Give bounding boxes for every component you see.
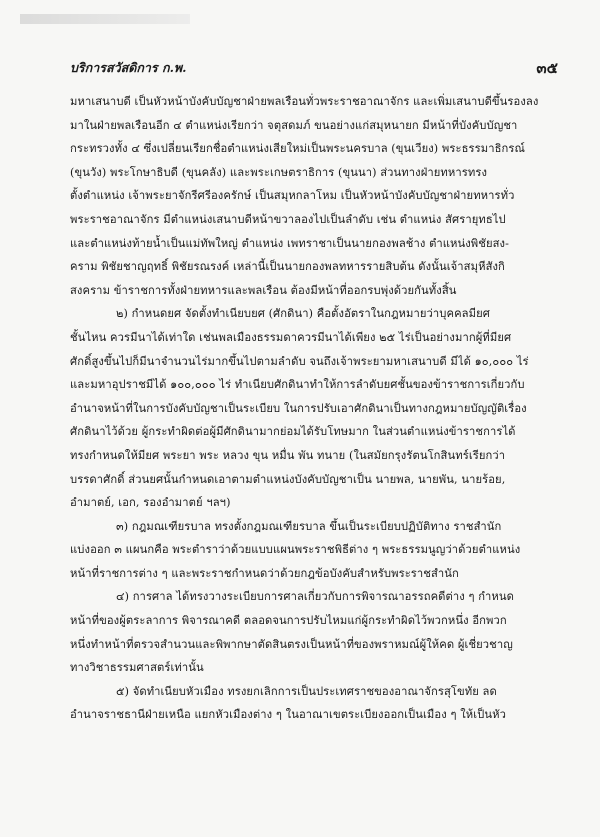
text-line: มาในฝ่ายพลเรือนอีก ๔ ตำแหน่งเรียกว่า จตุสดมภ์ ขนอย่างแก่สมุหนายก มีหน้าที่บังคับบัญชา [70,118,518,132]
text-line: หน้าที่ราชการต่าง ๆ และพระราชกำหนดว่าด้วยกฎข้อบังคับสำหรับพระราชสำนัก [70,566,459,580]
text-line: อำนาจหน้าที่ในการบังคับบัญชาเป็นระเบียบ ในการปรับเอาศักดินาเป็นทางกฎหมายบัญญัติเรื่อง [70,401,527,415]
text-line: หนึ่งทำหน้าที่ตรวจสำนวนและพิพากษาตัดสินตรงเป็นหน้าที่ของพราหมณ์ผู้ให้คด ผู้เชี่ยวชาญ [70,637,513,651]
text-line: และตำแหน่งท้ายน้ำเป็นแม่ทัพใหญ่ ตำแหน่ง เพทราชาเป็นนายกองพลช้าง ตำแหน่งพิชัยสง- [70,236,510,250]
text-line: อำมาตย์, เอก, รองอำมาตย์ ฯลฯ) [70,496,231,510]
running-title: บริการสวัสดิการ ก.พ. [70,60,187,75]
text-line: สงคราม ข้าราชการทั้งฝ่ายทหารและพลเรือน ต้องมีหน้าที่ออกรบพุ่งด้วยกันทั้งสิ้น [70,283,457,297]
text-line: บรรดาศักดิ์ ส่วนยศนั้นกำหนดเอาตามตำแหน่งบังคับบัญชาเป็น นายพล, นายพัน, นายร้อย, [70,472,506,486]
text-line: หน้าที่ของผู้ตระลาการ พิจารณาคดี ตลอดจนการปรับไหมแก่ผู้กระทำผิดไว้พวกหนึ่ง อีกพวก [70,614,507,628]
page-number: ๓๕ [536,59,558,77]
text-line: กระทรวงทั้ง ๔ ซึ่งเปลี่ยนเรียกชื่อตำแหน่งเสียใหม่เป็นพระนครบาล (ขุนเวียง) พระธรรมาธิกรณ์ [70,142,526,156]
text-line: ๒) กำหนดยศ จัดตั้งทำเนียบยศ (ศักดินา) คือตั้งอัตราในกฎหมายว่าบุคคลมียศ [116,307,490,321]
text-line: แบ่งออก ๓ แผนกคือ พระตำราว่าด้วยแบบแผนพระราชพิธีต่าง ๆ พระธรรมนูญว่าด้วยตำแหน่ง [70,543,521,557]
text-line: ทางวิชาธรรมศาสตร์เท่านั้น [70,661,204,675]
text-line: ศักดิ์สูงขึ้นไปก็มีนาจำนวนไร่มากขึ้นไปตามลำดับ จนถึงเจ้าพระยามหาเสนาบดี มีได้ ๑๐,๐๐๐ ไร่ [70,354,529,368]
text-line: ทรงกำหนดให้มียศ พระยา พระ หลวง ขุน หมื่น พัน ทนาย (ในสมัยกรุงรัตนโกสินทร์เรียกว่า [70,448,506,462]
text-line: อำนาจราชธานีฝ่ายเหนือ แยกหัวเมืองต่าง ๆ ในอาณาเขตระเบียงออกเป็นเมือง ๆ ให้เป็นหัว [70,708,506,722]
text-line: และมหาอุปราชมีได้ ๑๐๐,๐๐๐ ไร่ ทำเนียบศักดินาทำให้การลำดับยศชั้นของข้าราชการเกี่ยวกับ [70,378,525,392]
text-line: ๓) กฎมณเฑียรบาล ทรงตั้งกฎมณเฑียรบาล ขึ้นเป็นระเบียบปฏิบัติทาง ราชสำนัก [116,519,502,533]
text-line: ตั้งตำแหน่ง เจ้าพระยาจักรีศรีองครักษ์ เป็นสมุหกลาโหม เป็นหัวหน้าบังคับบัญชาฝ่ายทหารทั่ว [70,189,515,203]
body-text [70,90,558,820]
text-line: ชั้นไหน ควรมีนาได้เท่าใด เช่นพลเมืองธรรมดาควรมีนาได้เพียง ๒๕ ไร่เป็นอย่างมากผู้ที่มียศ [70,330,512,344]
text-line: (ขุนวัง) พระโกษาธิบดี (ขุนคลัง) และพระเกษตราธิการ (ขุนนา) ส่วนทางฝ่ายทหารทรง [70,165,488,179]
text-line: ๕) จัดทำเนียบหัวเมือง ทรงยกเลิกการเป็นประเทศราชของอาณาจักรสุโขทัย ลด [116,684,497,698]
text-line: มหาเสนาบดี เป็นหัวหน้าบังคับบัญชาฝ่ายพลเรือนทั่วพระราชอาณาจักร และเพิ่มเสนาบดีขึ้นรองลง [70,95,539,108]
page-edge-mark [20,14,190,24]
page-header [70,54,558,76]
text-line: พระราชอาณาจักร มีตำแหน่งเสนาบดีหน้าขวาลองไปเป็นลำดับ เช่น ตำแหน่ง สัศรายุทธไป [70,212,506,226]
text-line: คราม พิชัยชาญฤทธิ์ พิชัยรณรงค์ เหล่านี้เป็นนายกองพลทหารรายสิบต้น ดังนั้นเจ้าสมุหีสังกิ [70,260,505,274]
text-line: ศักดินาไว้ด้วย ผู้กระทำผิดต่อผู้มีศักดินามากย่อมได้รับโทษมาก ในส่วนตำแหน่งข้าราชการได้ [70,425,516,439]
text-line: ๔) การศาล ได้ทรงวางระเบียบการศาลเกี่ยวกับการพิจารณาอรรถคดีต่าง ๆ กำหนด [116,590,515,604]
